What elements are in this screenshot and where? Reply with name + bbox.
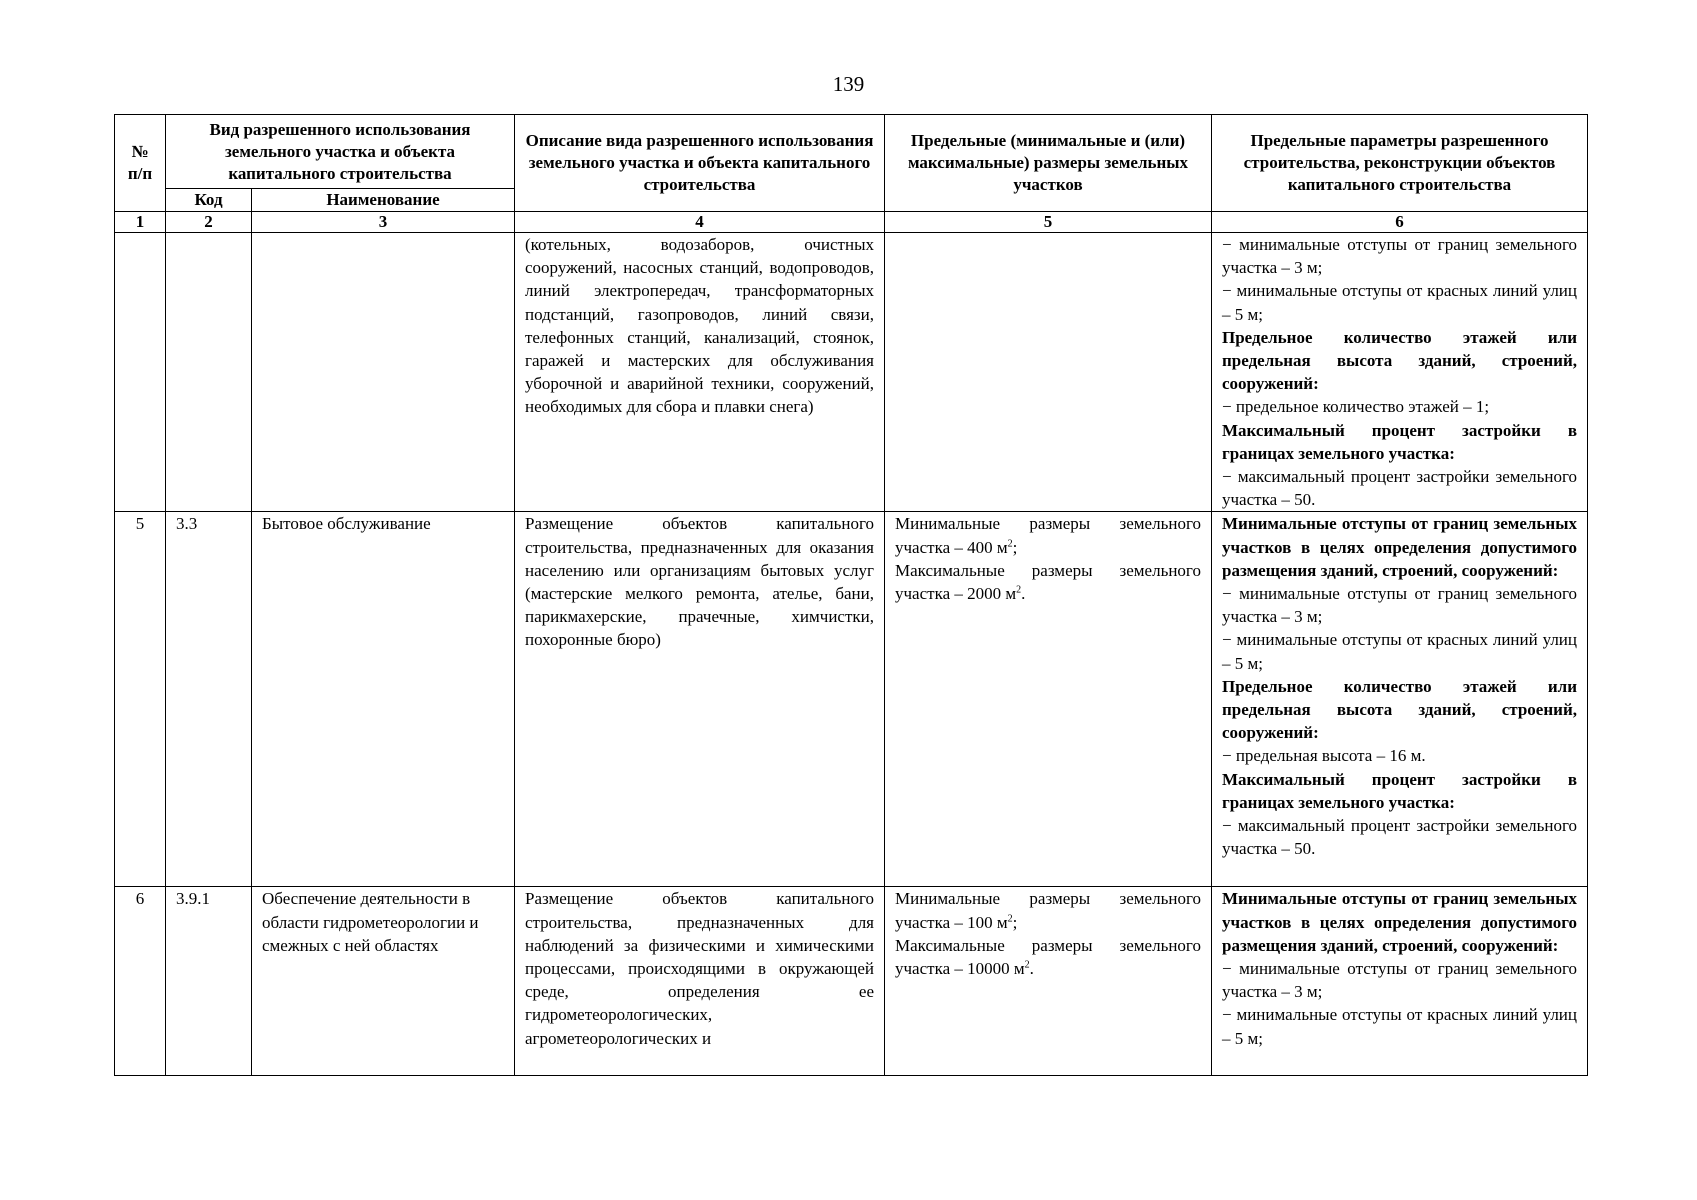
header-use-type-group: Вид разрешенного использования земельного участка и объекта капитального строительства — [166, 115, 515, 189]
min-size-text: Минимальные размеры земельного участка – 400 $м^2$; — [895, 514, 1201, 557]
cell-code: 3.3 — [166, 512, 252, 887]
param-line: − минимальные отступы от границ земельного участка – 3 м; — [1222, 235, 1577, 278]
superscript: 2 — [1007, 537, 1013, 549]
header-plot-sizes: Предельные (минимальные и (или) максимальные) размеры земельных участков — [885, 115, 1212, 212]
cell-plot-sizes — [885, 887, 1212, 1076]
column-number: 1 — [115, 212, 166, 233]
superscript: 2 — [1016, 584, 1022, 596]
column-number: 3 — [252, 212, 515, 233]
cell-construction-params — [1212, 512, 1588, 887]
param-line: − минимальные отступы от границ земельного участка – 3 м; — [1222, 584, 1577, 627]
cell-construction-params — [1212, 233, 1588, 512]
table-row-continuation — [115, 233, 1588, 512]
param-line: − минимальные отступы от красных линий улиц – 5 м; — [1222, 1005, 1577, 1048]
header-code: Код — [166, 189, 252, 212]
cell-name — [252, 233, 515, 512]
column-number: 6 — [1212, 212, 1588, 233]
header-description: Описание вида разрешенного использования земельного участка и объекта капитального строительства — [515, 115, 885, 212]
cell-construction-params — [1212, 887, 1588, 1076]
min-size-text: Минимальные размеры земельного участка – 100 $м^2$; — [895, 889, 1201, 932]
column-numbers-row — [115, 212, 1588, 233]
max-size-text: Максимальные размеры земельного участка – 10000 $м^2$. — [895, 935, 1201, 979]
param-heading: Максимальный процент застройки в границах земельного участка: — [1222, 420, 1577, 463]
cell-code — [166, 233, 252, 512]
cell-no: 6 — [115, 887, 166, 1076]
param-heading: Предельное количество этажей или предельная высота зданий, строений, сооружений: — [1222, 327, 1577, 394]
param-line: − максимальный процент застройки земельного участка – 50. — [1222, 816, 1577, 859]
cell-plot-sizes — [885, 233, 1212, 512]
cell-description: (котельных, водозаборов, очистных сооружений, насосных станций, водопроводов, линий электропередач, трансформаторных подстанций, газопроводов, линий связи, телефонных станций, канализаций, стоянок, гаражей и мастерских для обслуживания уборочной и аварийной техники, сооружений, необходимых для сбора и плавки снега) — [515, 233, 885, 512]
cell-no — [115, 233, 166, 512]
max-size-text: Максимальные размеры земельного участка – 2000 $м^2$. — [895, 560, 1201, 604]
param-line: − максимальный процент застройки земельного участка – 50. — [1222, 467, 1577, 510]
table-row — [115, 512, 1588, 887]
cell-name: Бытовое обслуживание — [252, 512, 515, 887]
table-row — [115, 887, 1588, 1076]
cell-description: Размещение объектов капитального строительства, предназначенных для наблюдений за физическими и химическими процессами, происходящими в окружающей среде, определения ее гидрометеорологических, агрометеорологических и — [515, 887, 885, 1076]
header-construction-params: Предельные параметры разрешенного строительства, реконструкции объектов капитального строительства — [1212, 115, 1588, 212]
header-no: № п/п — [115, 115, 166, 212]
param-heading: Предельное количество этажей или предельная высота зданий, строений, сооружений: — [1222, 676, 1577, 743]
param-line: − минимальные отступы от красных линий улиц – 5 м; — [1222, 281, 1577, 324]
cell-plot-sizes — [885, 512, 1212, 887]
header-name: Наименование — [252, 189, 515, 212]
param-line: − минимальные отступы от красных линий улиц – 5 м; — [1222, 630, 1577, 673]
param-heading: Максимальный процент застройки в границах земельного участка: — [1222, 769, 1577, 812]
param-heading: Минимальные отступы от границ земельных участков в целях определения допустимого размещения зданий, строений, сооружений: — [1222, 514, 1577, 580]
superscript: 2 — [1024, 959, 1030, 971]
cell-code: 3.9.1 — [166, 887, 252, 1076]
cell-description: Размещение объектов капитального строительства, предназначенных для оказания населению или организациям бытовых услуг (мастерские мелкого ремонта, ателье, бани, парикмахерские, прачечные, химчистки, похоронные бюро) — [515, 512, 885, 887]
page-number: 139 — [832, 72, 865, 96]
cell-name: Обеспечение деятельности в области гидрометеорологии и смежных с ней областях — [252, 887, 515, 1076]
cell-no: 5 — [115, 512, 166, 887]
param-line: − предельная высота – 16 м. — [1222, 746, 1426, 766]
param-line: − предельное количество этажей – 1; — [1222, 397, 1490, 417]
param-line: − минимальные отступы от границ земельного участка – 3 м; — [1222, 959, 1577, 1002]
land-use-table — [114, 114, 1588, 1076]
param-heading: Минимальные отступы от границ земельных участков в целях определения допустимого размещения зданий, строений, сооружений: — [1222, 889, 1577, 955]
column-number: 5 — [885, 212, 1212, 233]
superscript: 2 — [1007, 912, 1013, 924]
column-number: 4 — [515, 212, 885, 233]
header-row — [115, 115, 1588, 189]
column-number: 2 — [166, 212, 252, 233]
